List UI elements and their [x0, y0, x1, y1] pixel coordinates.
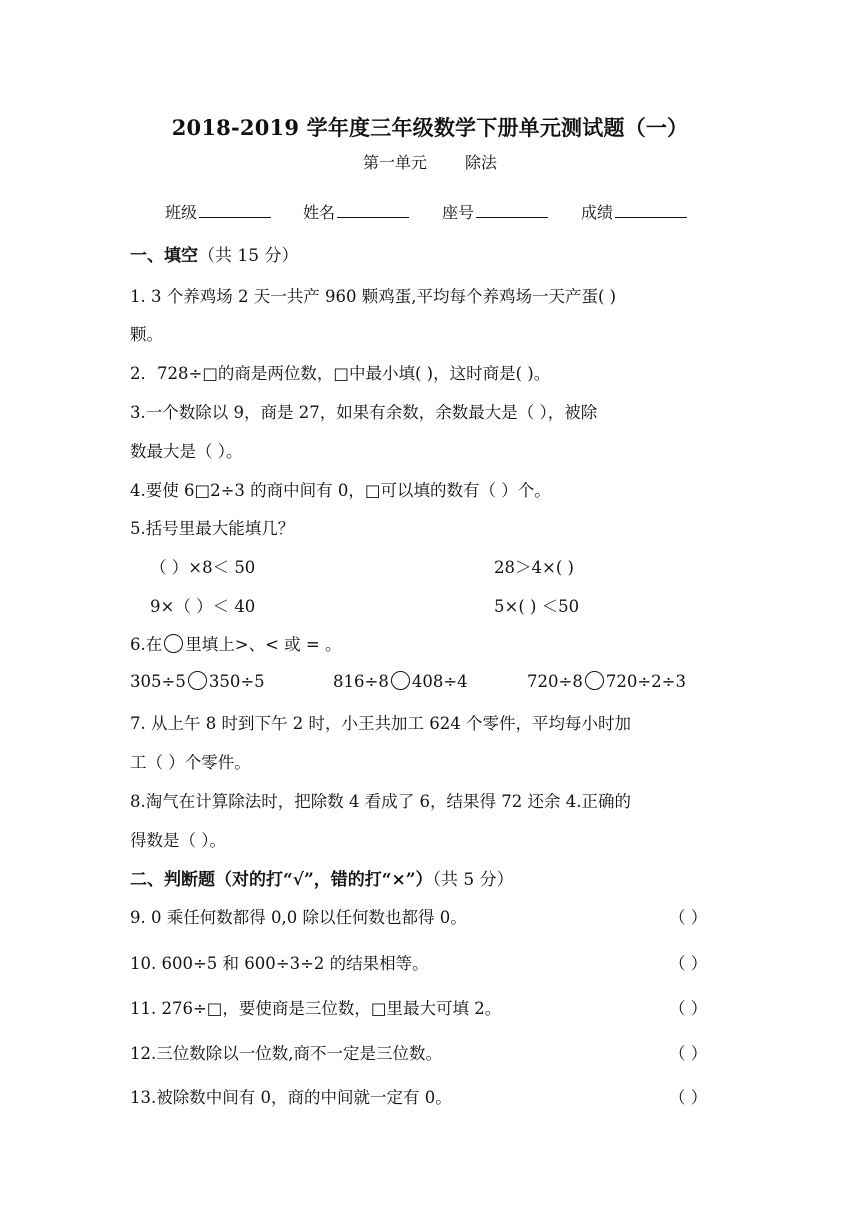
question-6: 6.在 里填上>、< 或 = 。: [130, 635, 342, 654]
compare-circle-icon: [164, 634, 183, 653]
question-6-item-2: 816÷8 408÷4: [333, 672, 468, 691]
question-5-item-b: 28＞4×( ): [494, 558, 574, 577]
question-12: 12.三位数除以一位数,商不一定是三位数。: [130, 1044, 442, 1063]
question-7-line-2: 工（ ）个零件。: [130, 753, 251, 772]
question-8-line-2: 得数是（ ）。: [130, 831, 226, 850]
question-5-item-d: 5×( ) ＜50: [494, 597, 580, 616]
subtitle: [0, 150, 860, 173]
compare-circle-icon[interactable]: [391, 671, 410, 690]
name-field[interactable]: [303, 200, 409, 223]
question-5: 5.括号里最大能填几？: [130, 519, 295, 538]
question-10: 10. 600÷5 和 600÷3÷2 的结果相等。: [130, 954, 429, 973]
score-field[interactable]: [581, 200, 687, 223]
question-2: 2．728÷□的商是两位数，□中最小填( )，这时商是( )。: [130, 364, 551, 383]
section-1-heading: 一、填空（共 15 分）: [130, 246, 299, 266]
question-6-item-1: 305÷5 350÷5: [130, 672, 265, 691]
question-8-line-1: 8.淘气在计算除法时，把除数 4 看成了 6，结果得 72 还余 4.正确的: [130, 792, 631, 811]
answer-paren-10[interactable]: （ ）: [669, 954, 708, 973]
topic-label: 除法: [465, 153, 498, 172]
name-label: 姓名: [303, 203, 336, 222]
question-1-line-1: 1. 3 个养鸡场 2 天一共产 960 颗鸡蛋,平均每个养鸡场一天产蛋( ): [130, 287, 617, 306]
answer-paren-9[interactable]: （ ）: [669, 908, 708, 927]
question-1-line-2: 颗。: [130, 325, 163, 344]
answer-paren-13[interactable]: （ ）: [669, 1088, 708, 1107]
question-9: 9. 0 乘任何数都得 0,0 除以任何数也都得 0。: [130, 908, 467, 927]
question-7-line-1: 7. 从上午 8 时到下午 2 时，小王共加工 624 个零件，平均每小时加: [130, 714, 631, 733]
question-3-line-1: 3.一个数除以 9，商是 27，如果有余数，余数最大是（ ），被除: [130, 403, 598, 422]
seat-field[interactable]: [442, 200, 548, 223]
seat-label: 座号: [442, 203, 475, 222]
question-6-item-3: 720÷8 720÷2÷3: [527, 672, 686, 691]
unit-label: 第一单元: [362, 153, 427, 172]
score-label: 成绩: [581, 203, 614, 222]
compare-circle-icon[interactable]: [188, 671, 207, 690]
answer-paren-12[interactable]: （ ）: [669, 1044, 708, 1063]
class-field[interactable]: [165, 200, 271, 223]
question-5-item-a: （ ）×8＜ 50: [150, 558, 256, 577]
question-3-line-2: 数最大是（ ）。: [130, 442, 243, 461]
class-label: 班级: [165, 203, 198, 222]
question-5-item-c: 9×（ ）＜ 40: [150, 597, 256, 616]
question-13: 13.被除数中间有 0，商的中间就一定有 0。: [130, 1088, 452, 1107]
question-11: 11. 276÷□，要使商是三位数，□里最大可填 2。: [130, 999, 502, 1018]
question-4: 4.要使 6□2÷3 的商中间有 0，□可以填的数有（ ）个。: [130, 481, 551, 500]
answer-paren-11[interactable]: （ ）: [669, 999, 708, 1018]
section-2-heading: 二、判断题（对的打“√”，错的打“×”）（共 5 分）: [130, 870, 514, 890]
compare-circle-icon[interactable]: [585, 671, 604, 690]
page-title: 2018-2019 学年度三年级数学下册单元测试题（一）: [171, 115, 689, 140]
